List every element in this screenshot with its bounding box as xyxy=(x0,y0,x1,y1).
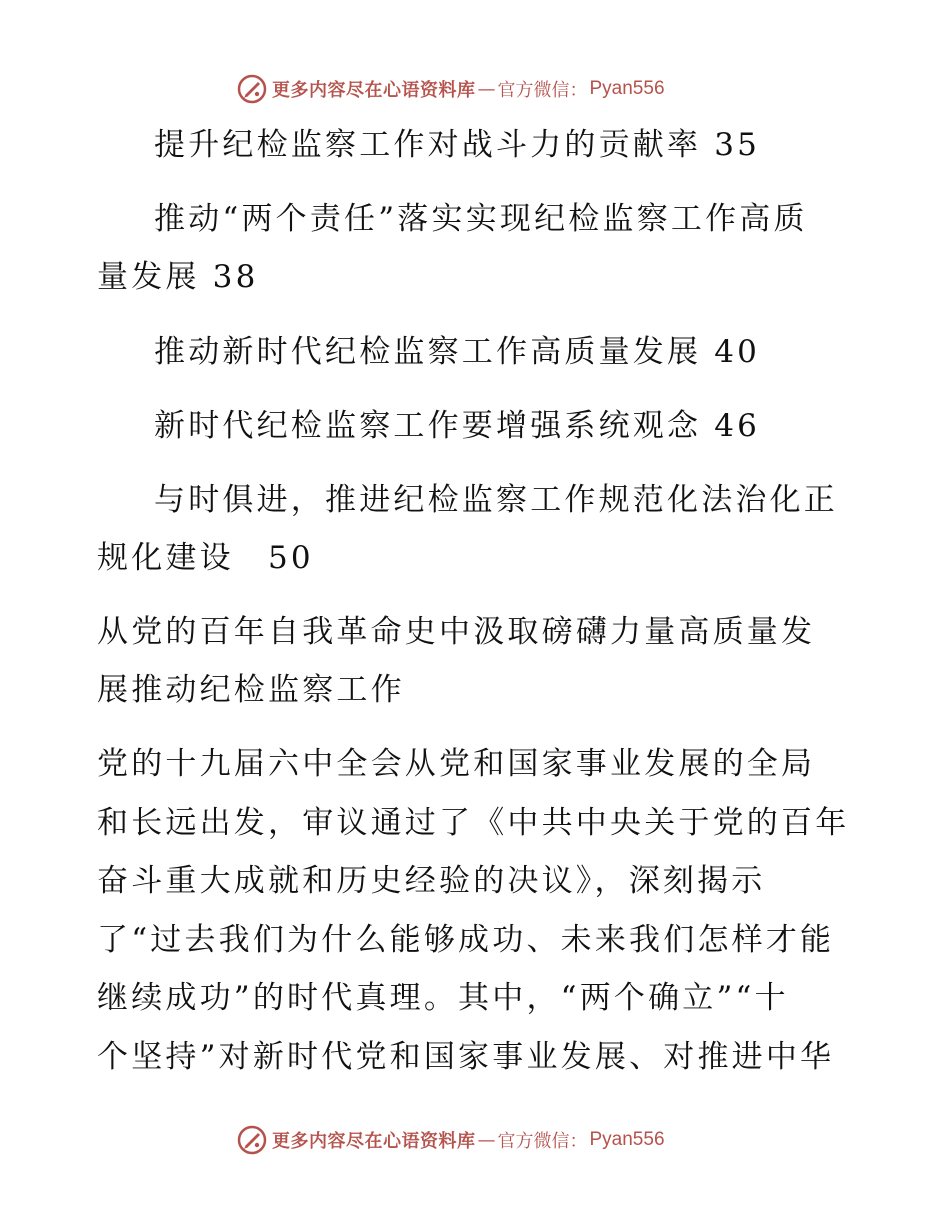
banner-dash: — xyxy=(477,1129,496,1151)
article-title-line: 展推动纪检监察工作 xyxy=(97,672,405,708)
toc-entry-continuation: 规化建设 50 xyxy=(97,540,314,576)
toc-entry: 提升纪检监察工作对战斗力的贡献率 35 xyxy=(154,127,761,163)
toc-entry: 新时代纪检监察工作要增强系统观念 46 xyxy=(154,408,761,444)
banner-dash: — xyxy=(477,78,496,100)
toc-entry: 推动新时代纪检监察工作高质量发展 40 xyxy=(154,334,761,370)
article-body-line: 奋斗重大成就和历史经验的决议》，深刻揭示 xyxy=(97,863,766,899)
toc-entry-continuation: 量发展 38 xyxy=(97,259,259,295)
article-title-line: 从党的百年自我革命史中汲取磅礴力量高质量发 xyxy=(97,614,816,650)
wechat-label: 官方微信： xyxy=(497,1131,588,1152)
toc-entry: 推动“两个责任”落实实现纪检监察工作高质 xyxy=(154,201,808,237)
article-body-line: 个坚持”对新时代党和国家事业发展、对推进中华 xyxy=(97,1039,835,1075)
toc-entry: 与时俱进，推进纪检监察工作规范化法治化正 xyxy=(154,482,838,518)
article-body-line: 了“过去我们为什么能够成功、未来我们怎样才能 xyxy=(97,922,835,958)
article-body-line: 党的十九届六中全会从党和国家事业发展的全局 xyxy=(97,746,816,782)
wechat-label: 官方微信： xyxy=(497,80,588,101)
quill-logo-icon xyxy=(236,73,268,105)
header-banner xyxy=(236,72,665,106)
promo-text: 更多内容尽在心语资料库 xyxy=(272,1131,476,1152)
footer-banner xyxy=(236,1123,665,1157)
promo-text: 更多内容尽在心语资料库 xyxy=(272,80,476,101)
article-body-line: 继续成功”的时代真理。其中，“两个确立”“十 xyxy=(97,980,789,1016)
wechat-id: Pyan556 xyxy=(589,78,665,99)
quill-logo-icon xyxy=(236,1124,268,1156)
article-body-line: 和长远出发，审议通过了《中共中央关于党的百年 xyxy=(97,805,850,841)
wechat-id: Pyan556 xyxy=(589,1129,665,1150)
